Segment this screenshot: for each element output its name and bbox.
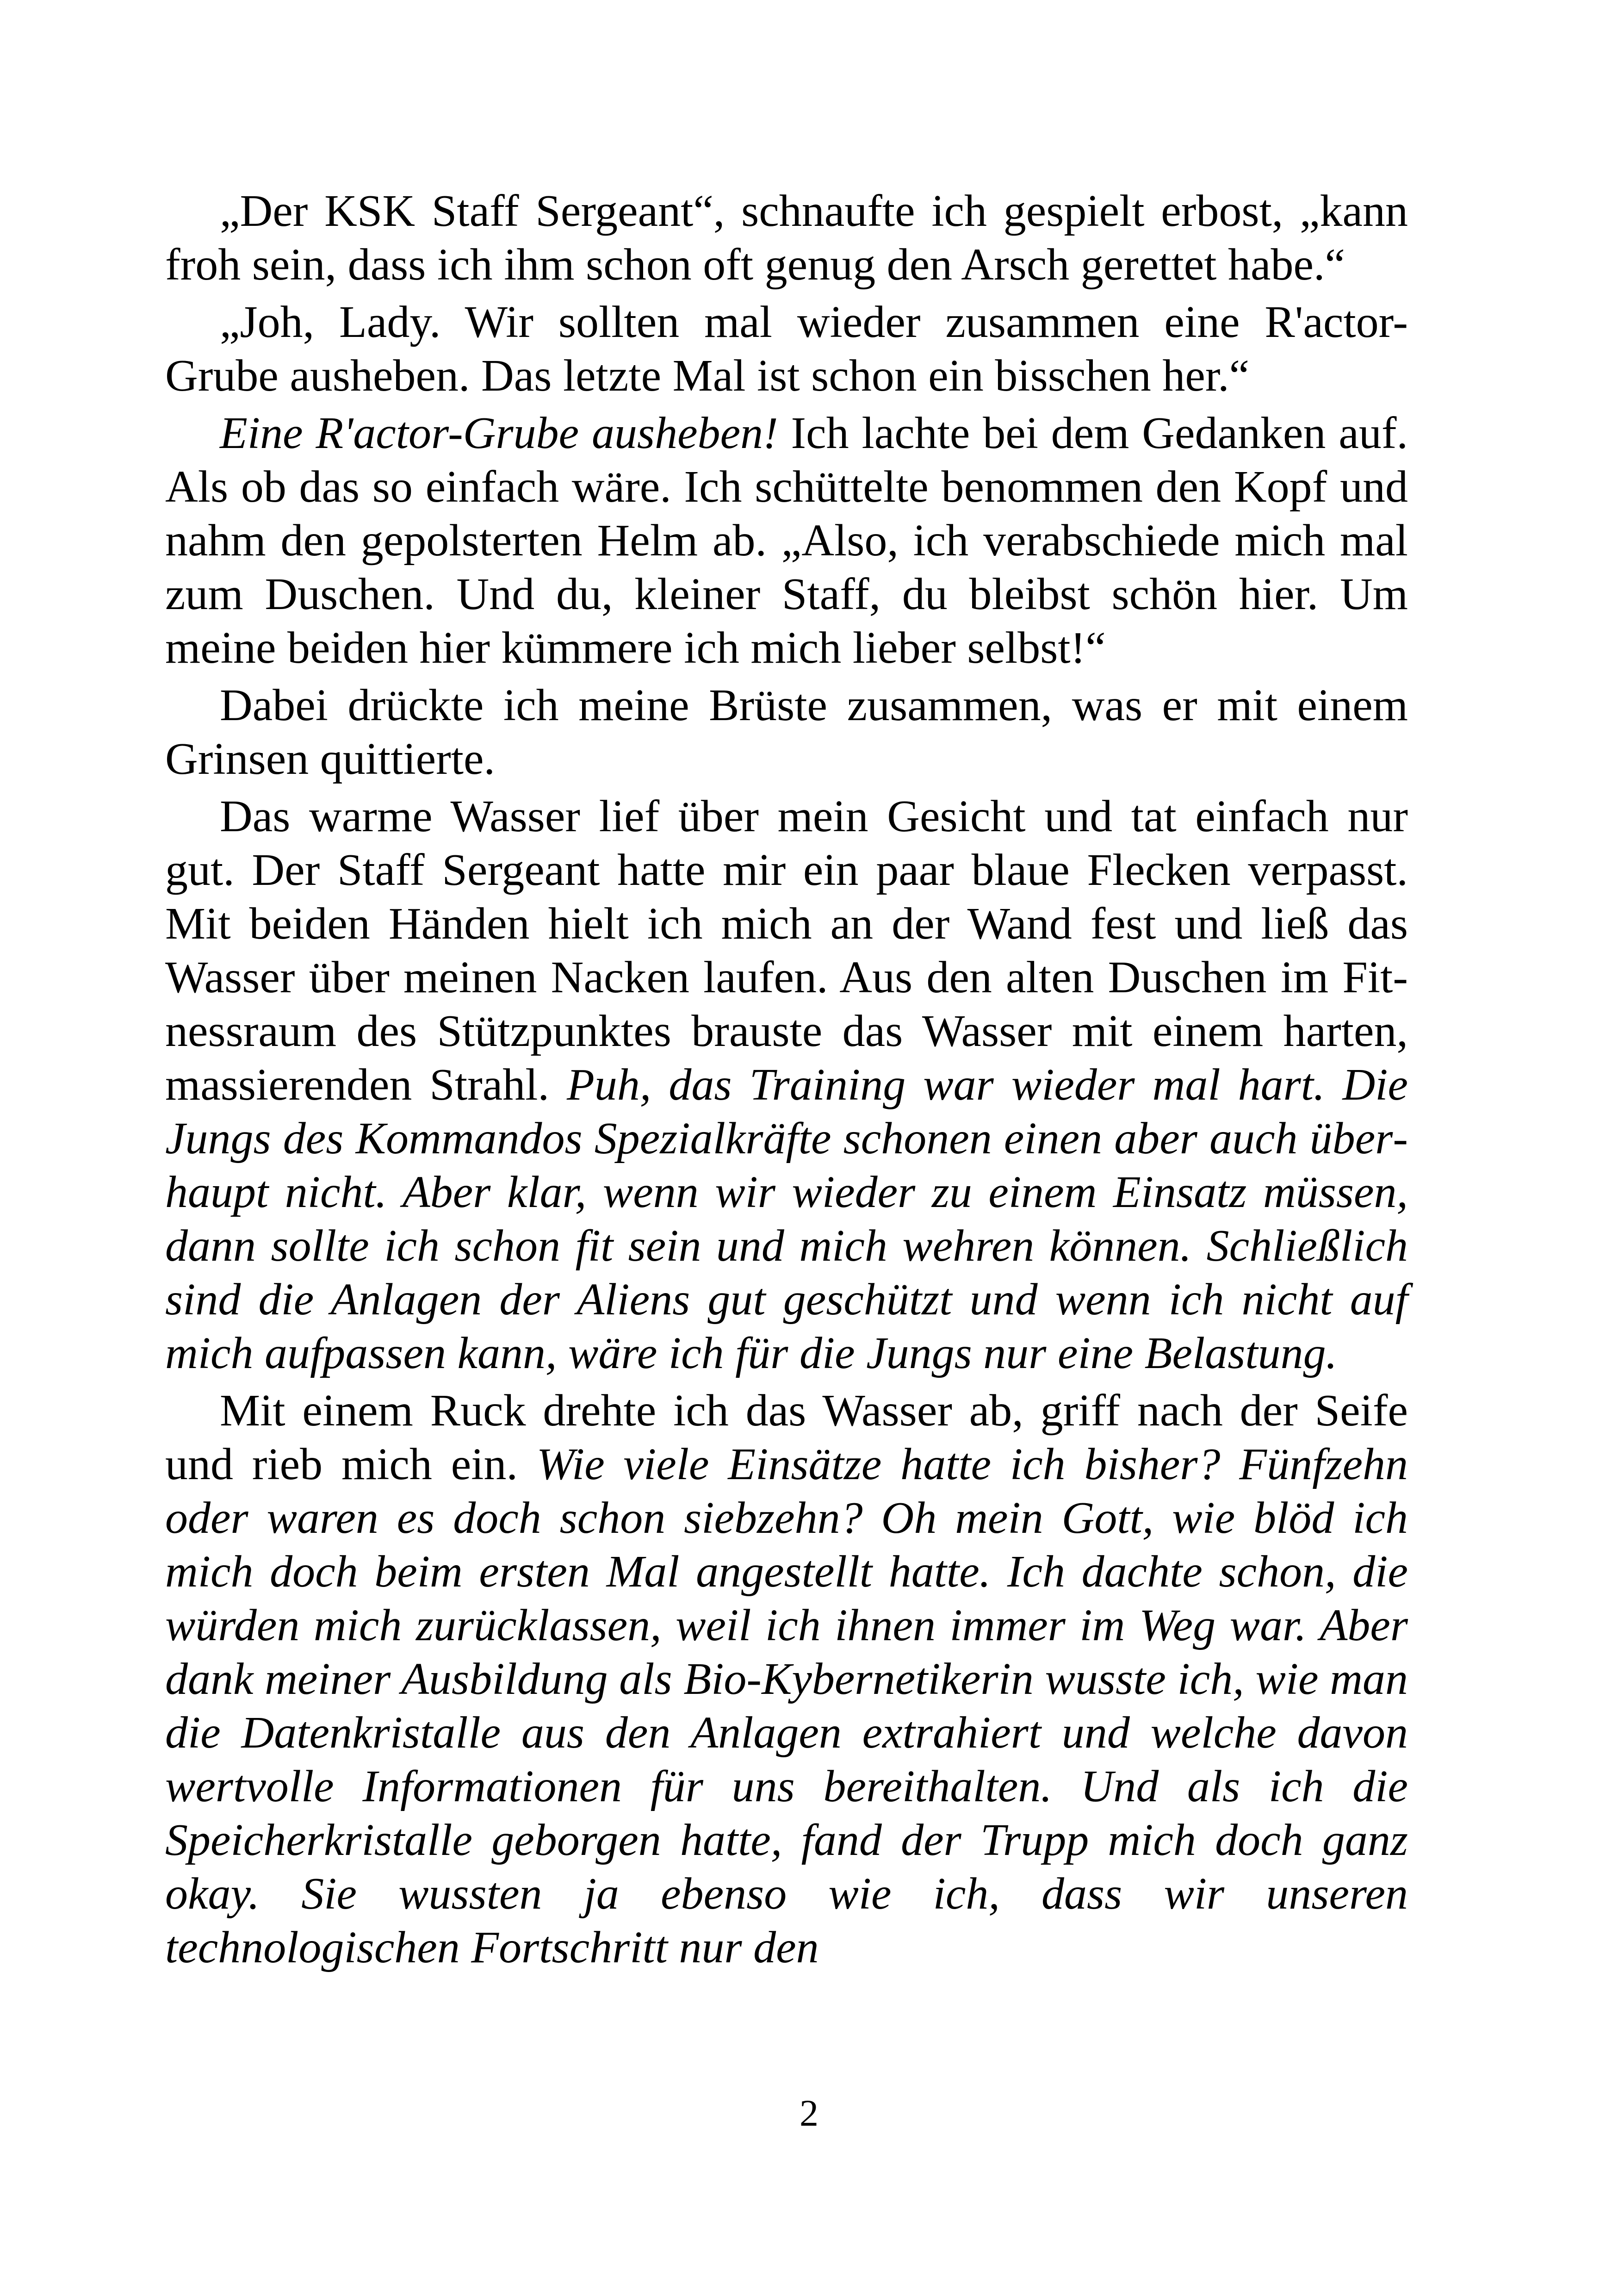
paragraph xyxy=(165,1384,1408,1974)
text-run: Das warme Wasser lief über mein Gesicht und tat einfach nur gut. Der Staff Sergeant hatte mir ein paar blaue Flecken verpasst. Mit beiden Händen hielt ich mich an der Wand fest und ließ das Wasser über meinen Nacken laufen. Aus den alten Duschen im Fitnessraum des Stützpunktes brauste das Wasser mit einem harten, massierenden Strahl. xyxy=(165,791,1408,1110)
paragraph xyxy=(165,184,1408,292)
text-run: Ich lachte bei dem Gedanken auf. Als ob das so einfach wäre. Ich schüttelte benommen den Kopf und nahm den gepolsterten Helm ab. „Also, ich verabschiede mich mal zum Duschen. Und du, kleiner Staff, du bleibst schön hier. Um meine beiden hier kümmere ich mich lieber selbst!“ xyxy=(165,408,1408,673)
italic-text-run: Puh, das Training war wieder mal hart. Die Jungs des Kommandos Spezialkräfte schonen einen aber auch überhaupt nicht. Aber klar, wenn wir wieder zu einem Einsatz müssen, dann sollte ich schon fit sein und mich wehren können. Schließlich sind die Anlagen der Aliens gut geschützt und wenn ich nicht auf mich aufpassen kann, wäre ich für die Jungs nur eine Belastung. xyxy=(165,1060,1408,1378)
italic-text-run: Eine R'actor-Grube ausheben! xyxy=(220,408,778,458)
paragraph xyxy=(165,406,1408,675)
italic-text-run: Wie viele Einsätze hatte ich bisher? Fünfzehn oder waren es doch schon siebzehn? Oh mein Gott, wie blöd ich mich doch beim ersten Mal angestellt hatte. Ich dachte schon, die würden mich zurücklassen, weil ich ihnen immer im Weg war. Aber dank meiner Ausbildung als Bio-Kybernetikerin wusste ich, wie man die Datenkristalle aus den Anlagen extrahiert und welche davon wertvolle Informationen für uns bereithalten. Und als ich die Speicherkristalle geborgen hatte, fand der Trupp mich doch ganz okay. Sie wussten ja ebenso wie ich, dass wir unseren technologischen Fortschritt nur den xyxy=(165,1439,1408,1972)
page-number: 2 xyxy=(800,2092,818,2134)
body-text xyxy=(165,184,1408,1978)
paragraph xyxy=(165,790,1408,1380)
text-run: Mit einem Ruck drehte ich das Wasser ab, griff nach der Seife und rieb mich ein. xyxy=(165,1386,1408,1489)
paragraph xyxy=(165,678,1408,786)
text-run: „Joh, Lady. Wir sollten mal wieder zusammen eine R'actor-Grube ausheben. Das letzte Mal ist schon ein bisschen her.“ xyxy=(165,297,1408,401)
paragraph xyxy=(165,295,1408,403)
text-run: „Der KSK Staff Sergeant“, schnaufte ich gespielt erbost, „kann froh sein, dass ich ihm schon oft genug den Arsch gerettet habe.“ xyxy=(165,186,1408,290)
text-run: Dabei drückte ich meine Brüste zusammen, was er mit einem Grinsen quittierte. xyxy=(165,680,1408,784)
